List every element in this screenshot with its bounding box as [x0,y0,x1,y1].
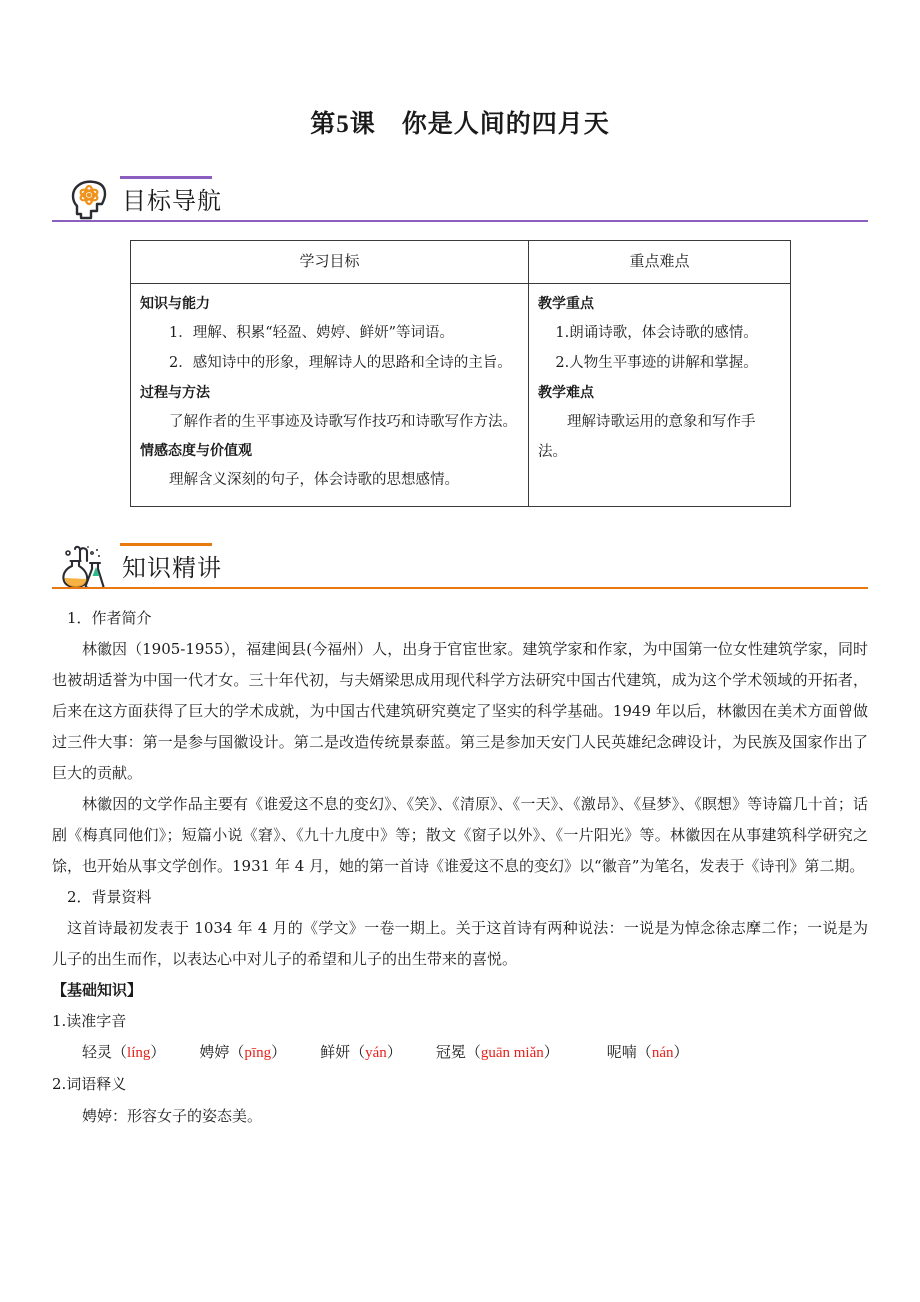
title-mid: 课 [349,109,376,138]
difficulty-heading: 教学难点 [538,384,594,401]
section-rule-bottom [52,220,868,222]
title-main: 你是人间的四月天 [401,109,610,138]
author-intro-paragraph-1: 林徽因（1905-1955），福建闽县(今福州）人，出身于官宦世家。建筑学家和作家，为中国第一位女性建筑学家，同时也被胡适誉为中国一代才女。三十年代初，与夫婿梁思成用现代科学方法研究中国古代建筑，成为这个学术领域的开拓者，后来在这方面获得了巨大的学术成就，为中国古代建筑研究奠定了坚实的科学基础。1949 年以后，林徽因在美术方面曾做过三件大事：第一是参与国徽设计。第二是改造传统景泰蓝。第三是参加天安门人民英雄纪念碑设计，为民族及国家作出了巨大的贡献。 [52,639,868,782]
objectives-table [130,240,791,507]
word-term: 娉婷 [199,1043,230,1062]
word-pinyin: nán [651,1045,674,1062]
word-term: 轻灵 [82,1043,113,1062]
section-header-knowledge [52,541,868,595]
section-title-knowledge: 知识精讲 [122,553,222,582]
lab-flask-icon [58,543,116,589]
head-gears-icon [64,178,112,220]
word-term: 呢喃 [606,1043,637,1062]
word-pinyin: guān miǎn [480,1045,544,1062]
goal-item: 1．理解、积累“轻盈、娉婷、鲜妍”等词语。 [169,325,455,341]
section-title-objectives: 目标导航 [122,187,222,215]
goal-item: 了解作者的生平事迹及诗歌写作技巧和诗歌写作方法。 [169,413,517,430]
title-number: 5 [336,111,350,138]
word-pinyin: yán [365,1045,387,1062]
difficulty-item: 2.人物生平事迹的讲解和掌握。 [555,355,758,372]
table-row [131,284,791,507]
pronunciation-label: 1.读准字音 [52,1012,127,1031]
word-pinyin: líng [127,1045,151,1062]
gloss-label: 2.词语释义 [52,1075,127,1094]
goal-heading: 情感态度与价值观 [140,443,252,460]
knowledge-body [52,603,868,1132]
basic-knowledge-title: 【基础知识】 [52,981,143,1000]
objectives-table-wrap [52,240,868,507]
goal-heading: 知识与能力 [140,296,210,312]
goal-item: 2．感知诗中的形象，理解诗人的思路和全诗的主旨。 [169,355,512,372]
difficulty-item: 理解诗歌运用的意象和写作手法。 [538,413,756,461]
author-intro-label: 1．作者简介 [67,608,152,627]
goal-heading: 过程与方法 [140,384,210,401]
section-rule-top [120,176,212,179]
word-term: 鲜妍 [320,1043,351,1062]
section-header-objectives [52,174,868,228]
table-header-row [131,241,791,284]
pronunciation-row: 轻灵（líng） 娉婷（pīng） 鲜妍（yán） 冠冕（guān miǎn） 呢喃（nán） [82,1043,689,1062]
difficulty-heading: 教学重点 [538,296,594,312]
section-rule-bottom [52,587,868,589]
author-intro-paragraph-2: 林徽因的文学作品主要有《谁爱这不息的变幻》、《笑》、《清原》、《一天》、《激昂》、《昼梦》、《瞑想》等诗篇几十首；话剧《梅真同他们》；短篇小说《窘》、《九十九度中》等；散文《窗子以外》、《一片阳光》等。林徽因在从事建筑科学研究之馀，也开始从事文学创作。1931 年 4 月，她的第一首诗《谁爱这不息的变幻》以“徽音”为笔名，发表于《诗刊》第二期。 [52,795,868,876]
cell-key-difficulties [529,284,791,507]
section-rule-top [120,543,212,546]
background-label: 2．背景资料 [67,888,152,907]
word-term: 冠冕 [435,1043,466,1062]
page-title [52,104,868,140]
word-pinyin: pīng [244,1045,272,1062]
goal-item: 理解含义深刻的句子，体会诗歌的思想感情。 [169,472,459,489]
background-paragraph: 这首诗最初发表于 1034 年 4 月的《学文》一卷一期上。关于这首诗有两种说法：一说是为悼念徐志摩二作；一说是为儿子的出生而作，以表达心中对儿子的希望和儿子的出生带来的喜悦。 [52,919,868,969]
col-header-key-difficulties: 重点难点 [529,241,791,284]
title-prefix: 第 [310,109,337,138]
cell-learning-goals [131,284,529,507]
gloss-entry: 娉婷：形容女子的姿态美。 [82,1106,263,1125]
page-content [52,0,868,1132]
difficulty-item: 1.朗诵诗歌，体会诗歌的感情。 [555,325,758,341]
col-header-learning-goals: 学习目标 [131,241,529,284]
